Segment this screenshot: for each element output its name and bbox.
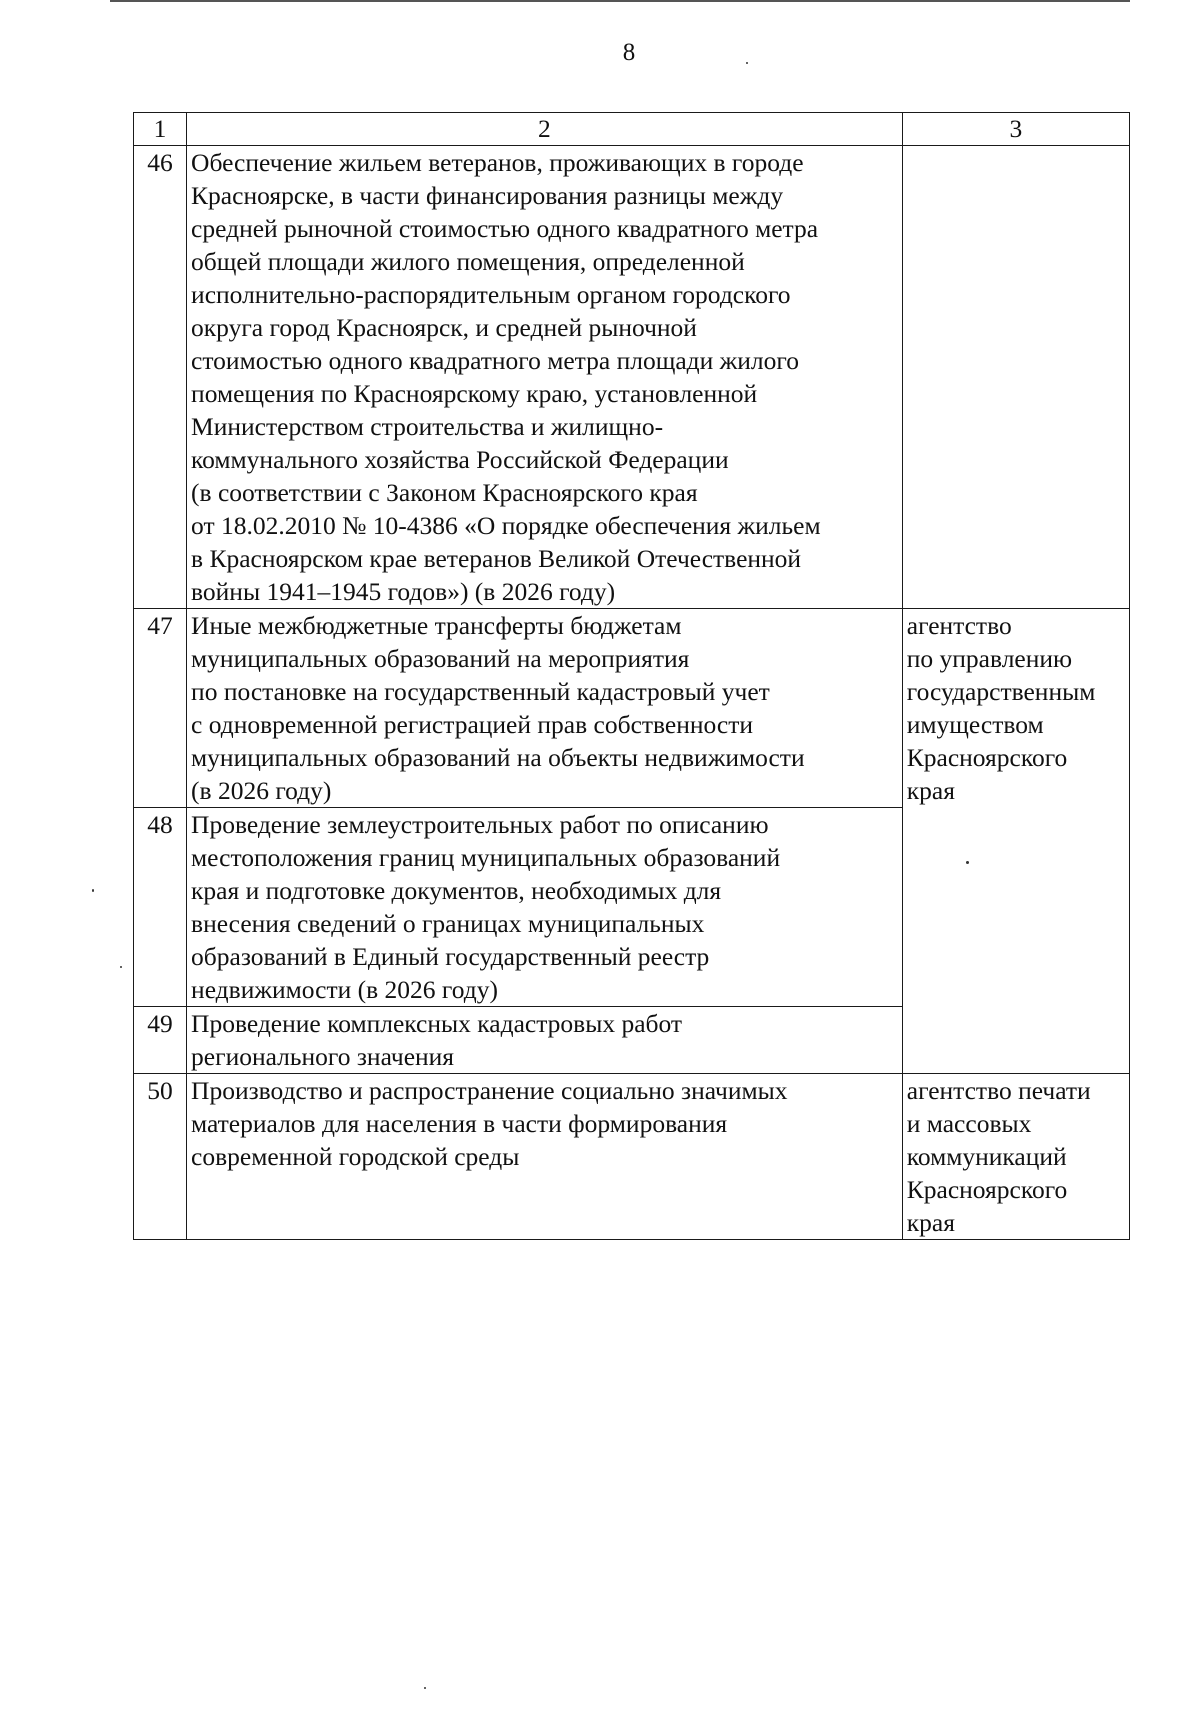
description-line: Производство и распространение социально значимых (191, 1076, 788, 1105)
row-description (187, 609, 903, 808)
description-line: муниципальных образований на мероприятия (191, 644, 690, 673)
responsible-line: края (906, 1208, 955, 1237)
description-line: помещения по Красноярскому краю, установленной (191, 379, 758, 408)
description-line: с одновременной регистрацией прав собственности (191, 710, 754, 739)
description-line: в Красноярском крае ветеранов Великой Отечественной (191, 544, 802, 573)
description-line: стоимостью одного квадратного метра площади жилого (191, 346, 799, 375)
description-line: современной городской среды (191, 1142, 520, 1171)
row-responsible (902, 1074, 1129, 1240)
row-description (187, 808, 903, 1007)
header-cell-3: 3 (902, 113, 1129, 146)
responsible-line: края (906, 776, 955, 805)
row-description (187, 146, 903, 609)
responsible-line: коммуникаций (906, 1142, 1067, 1171)
table-row-50 (134, 1074, 1130, 1240)
description-line: войны 1941–1945 годов») (в 2026 году) (191, 577, 616, 606)
table-row-47 (134, 609, 1130, 808)
description-line: общей площади жилого помещения, определенной (191, 247, 745, 276)
description-line: по постановке на государственный кадастровый учет (191, 677, 770, 706)
description-line: Обеспечение жильем ветеранов, проживающих в городе (191, 148, 804, 177)
row-number: 46 (134, 146, 187, 609)
description-line: материалов для населения в части формирования (191, 1109, 728, 1138)
description-line: образований в Единый государственный реестр (191, 942, 710, 971)
table-header-row (134, 113, 1130, 146)
description-line: Министерством строительства и жилищно- (191, 412, 664, 441)
description-line: исполнительно-распорядительным органом городского (191, 280, 791, 309)
description-line: Проведение комплексных кадастровых работ (191, 1009, 683, 1038)
allocation-table (133, 112, 1130, 1240)
description-line: Красноярске, в части финансирования разницы между (191, 181, 784, 210)
description-line: местоположения границ муниципальных образований (191, 843, 781, 872)
header-cell-2: 2 (187, 113, 903, 146)
description-line: средней рыночной стоимостью одного квадратного метра (191, 214, 819, 243)
description-line: (в 2026 году) (191, 776, 332, 805)
description-line: (в соответствии с Законом Красноярского края (191, 478, 698, 507)
description-line: Проведение землеустроительных работ по описанию (191, 810, 769, 839)
responsible-line: государственным (906, 677, 1096, 706)
description-line: края и подготовке документов, необходимых для (191, 876, 722, 905)
responsible-line: по управлению (906, 644, 1073, 673)
responsible-line: агентство печати (906, 1076, 1091, 1105)
row-number: 48 (134, 808, 187, 1007)
description-line: муниципальных образований на объекты недвижимости (191, 743, 805, 772)
description-line: внесения сведений о границах муниципальных (191, 909, 705, 938)
table-row-46 (134, 146, 1130, 609)
row-number: 50 (134, 1074, 187, 1240)
page-number: 8 (622, 39, 636, 66)
responsible-line: имуществом (906, 710, 1044, 739)
description-line: недвижимости (в 2026 году) (191, 975, 498, 1004)
scan-speck (120, 966, 122, 968)
responsible-line: Красноярского (906, 1175, 1068, 1204)
row-description (187, 1007, 903, 1074)
scan-speck (92, 889, 94, 892)
scan-speck (966, 861, 969, 864)
header-cell-1: 1 (134, 113, 187, 146)
row-responsible-empty (902, 146, 1129, 609)
row-number: 49 (134, 1007, 187, 1074)
description-line: от 18.02.2010 № 10-4386 «О порядке обеспечения жильем (191, 511, 821, 540)
row-description (187, 1074, 903, 1240)
description-line: регионального значения (191, 1042, 455, 1071)
responsible-line: и массовых (906, 1109, 1032, 1138)
description-line: Иные межбюджетные трансферты бюджетам (191, 611, 682, 640)
scan-speck (746, 62, 748, 64)
description-line: округа город Красноярск, и средней рыночной (191, 313, 697, 342)
page-top-rule (110, 0, 1130, 2)
scan-speck (424, 1687, 426, 1689)
row-number: 47 (134, 609, 187, 808)
responsible-line: Красноярского (906, 743, 1068, 772)
description-line: коммунального хозяйства Российской Федерации (191, 445, 729, 474)
row-responsible (902, 609, 1129, 1074)
responsible-line: агентство (906, 611, 1012, 640)
